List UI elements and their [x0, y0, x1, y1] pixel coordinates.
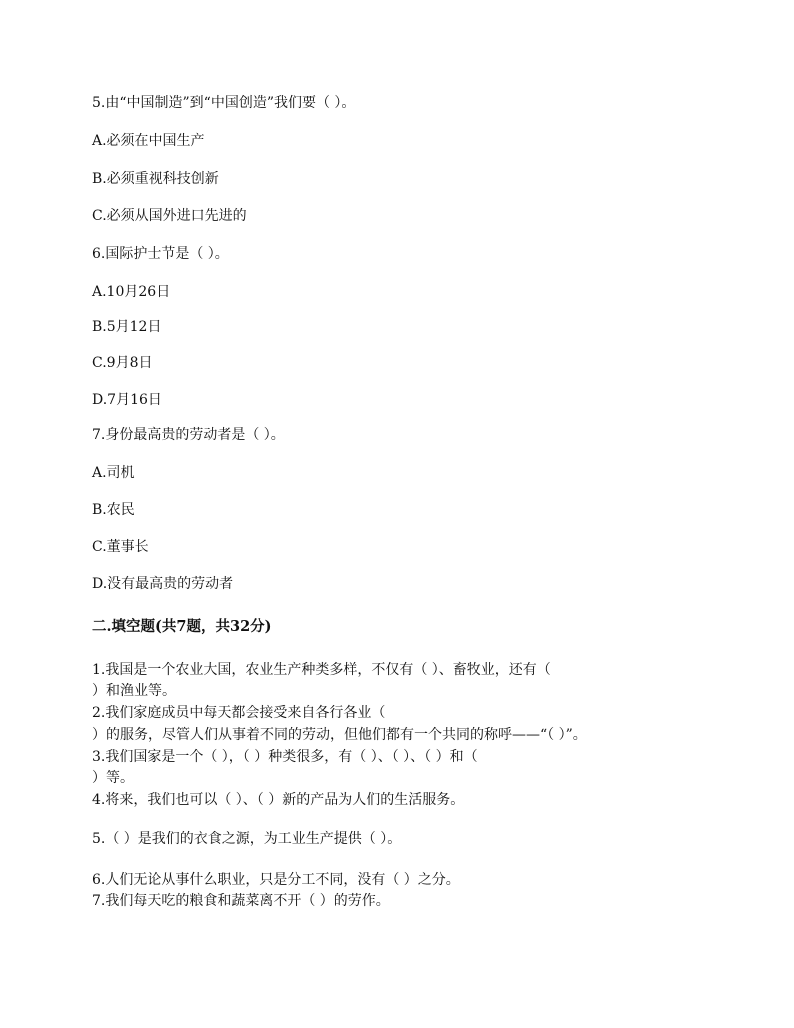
question-6-option-b: B.5月12日 — [92, 319, 162, 335]
fill-blank-line: 3.我们国家是一个（ ），（ ）种类很多，有（ ）、（ ）、（ ）和（ — [92, 749, 478, 765]
question-5-option-a: A.必须在中国生产 — [92, 133, 205, 149]
question-5-stem: 5.由“中国制造”到“中国创造”我们要（ ）。 — [92, 95, 356, 111]
question-6-option-d: D.7月16日 — [92, 392, 162, 408]
fill-blank-line: 6.人们无论从事什么职业，只是分工不同，没有（ ）之分。 — [92, 872, 460, 888]
question-5-option-b: B.必须重视科技创新 — [92, 171, 219, 187]
question-5-option-c: C.必须从国外进口先进的 — [92, 208, 247, 224]
question-6-option-a: A.10月26日 — [92, 284, 171, 300]
section-heading-fill-blank: 二.填空题(共7题，共32分) — [92, 618, 272, 635]
question-7-option-d: D.没有最高贵的劳动者 — [92, 576, 234, 592]
fill-blank-line: ）等。 — [92, 770, 134, 786]
question-7-option-c: C.董事长 — [92, 539, 149, 555]
fill-blank-line: ）和渔业等。 — [92, 683, 176, 699]
fill-blank-line: 7.我们每天吃的粮食和蔬菜离不开（ ）的劳作。 — [92, 893, 390, 909]
question-6-option-c: C.9月8日 — [92, 355, 153, 371]
question-6-stem: 6.国际护士节是（ ）。 — [92, 246, 229, 262]
fill-blank-line: 2.我们家庭成员中每天都会接受来自各行各业（ — [92, 705, 386, 721]
fill-blank-line: ）的服务，尽管人们从事着不同的劳动，但他们都有一个共同的称呼——“（ ）”。 — [92, 727, 587, 743]
question-7-stem: 7.身份最高贵的劳动者是（ ）。 — [92, 427, 285, 443]
fill-blank-line: 4.将来，我们也可以（ ）、（ ）新的产品为人们的生活服务。 — [92, 792, 465, 808]
fill-blank-line: 5.（ ）是我们的衣食之源，为工业生产提供（ ）。 — [92, 831, 402, 847]
fill-blank-line: 1.我国是一个农业大国，农业生产种类多样，不仅有（ ）、畜牧业，还有（ — [92, 662, 551, 678]
question-7-option-b: B.农民 — [92, 502, 135, 518]
question-7-option-a: A.司机 — [92, 465, 135, 481]
